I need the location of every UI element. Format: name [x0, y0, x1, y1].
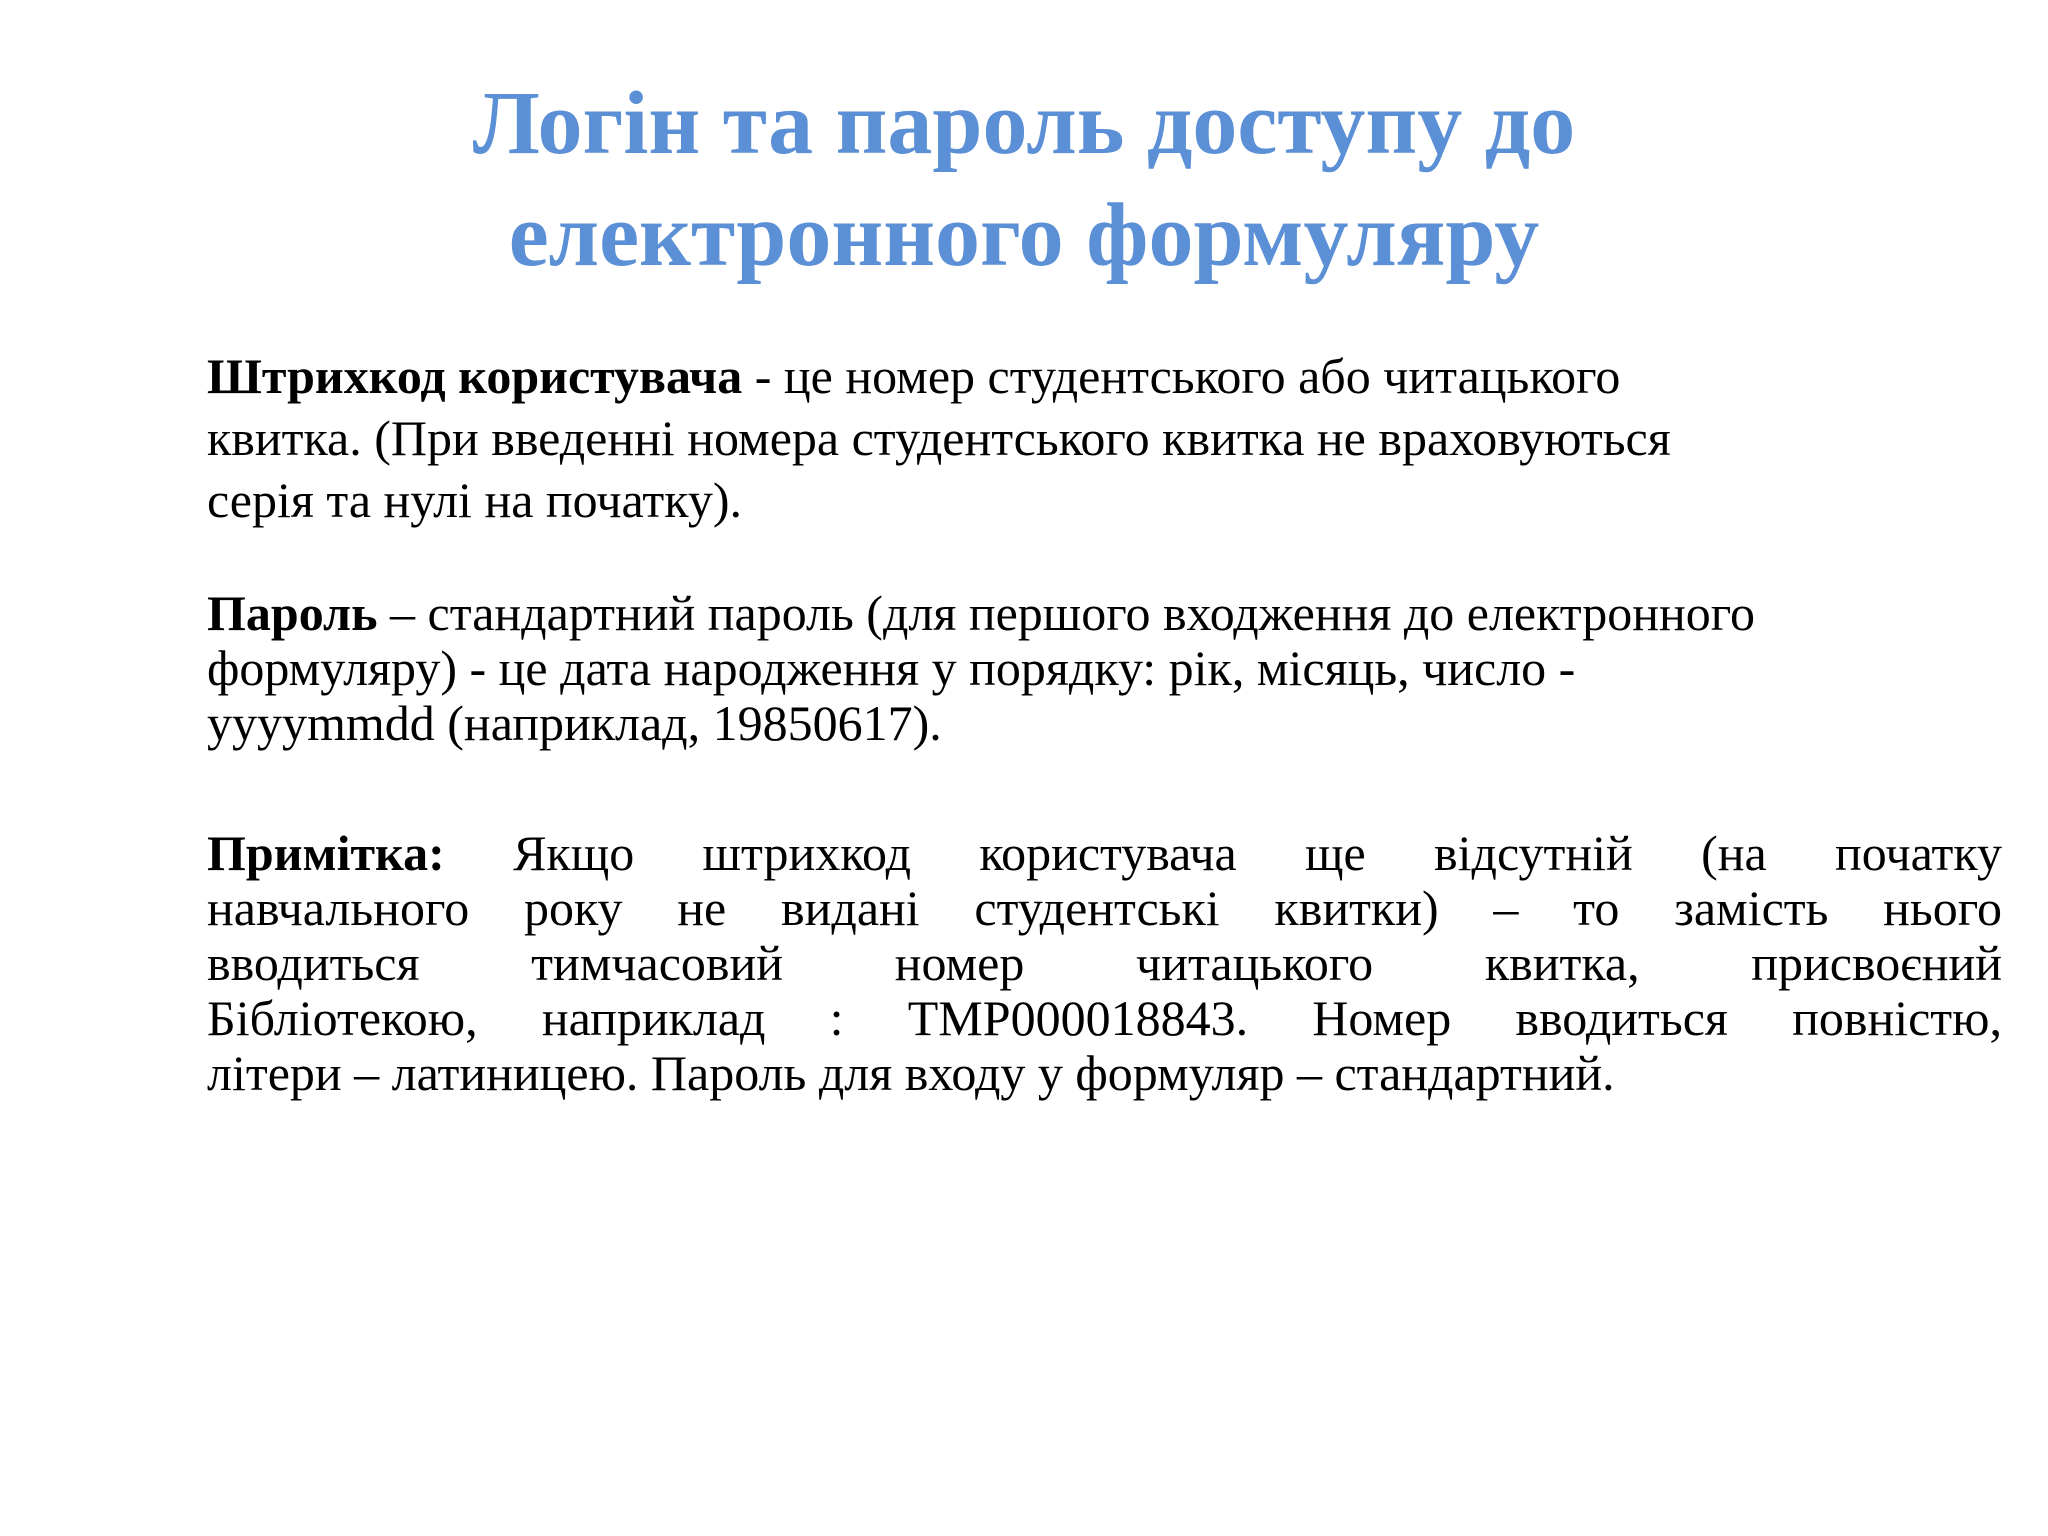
note-term: Примітка:: [207, 825, 445, 881]
barcode-line-1: [207, 345, 2007, 407]
note-line-3: вводиться тимчасовий номер читацького квитка, присвоєний: [207, 935, 2002, 991]
barcode-line-2: квитка. (При введенні номера студентського квитка не враховуються: [207, 410, 1671, 466]
note-line-4: Бібліотекою, наприклад : TMP000018843. Номер вводиться повністю,: [207, 990, 2002, 1046]
barcode-line-3: серія та нулі на початку).: [207, 472, 742, 528]
password-line-1: [207, 586, 2007, 641]
password-line-3: yyyymmdd (наприклад, 19850617).: [207, 695, 942, 751]
password-line-1-text: – стандартний пароль (для першого входження до електронного: [377, 585, 1755, 641]
barcode-line-1-text: - це номер студентського або читацького: [742, 348, 1621, 404]
password-paragraph: [207, 586, 2007, 751]
note-line-1: [207, 826, 2002, 881]
barcode-paragraph: [207, 345, 2007, 531]
note-line-1-text: Якщо штрихкод користувача ще відсутній (на початку: [444, 825, 2002, 881]
note-paragraph: [207, 826, 2002, 1101]
note-line-5: літери – латиницею. Пароль для входу у формуляр – стандартний.: [207, 1045, 1615, 1101]
slide-title: [0, 68, 2048, 292]
password-line-2: формуляру) - це дата народження у порядку: рік, місяць, число -: [207, 640, 1576, 696]
password-term: Пароль: [207, 585, 378, 641]
slide-title-line-2: електронного формуляру: [508, 186, 1540, 285]
slide-title-line-1: Логін та пароль доступу до: [472, 74, 1576, 173]
barcode-term: Штрихкод користувача: [207, 348, 743, 404]
note-line-2: навчального року не видані студентські квитки) – то замість нього: [207, 880, 2002, 936]
